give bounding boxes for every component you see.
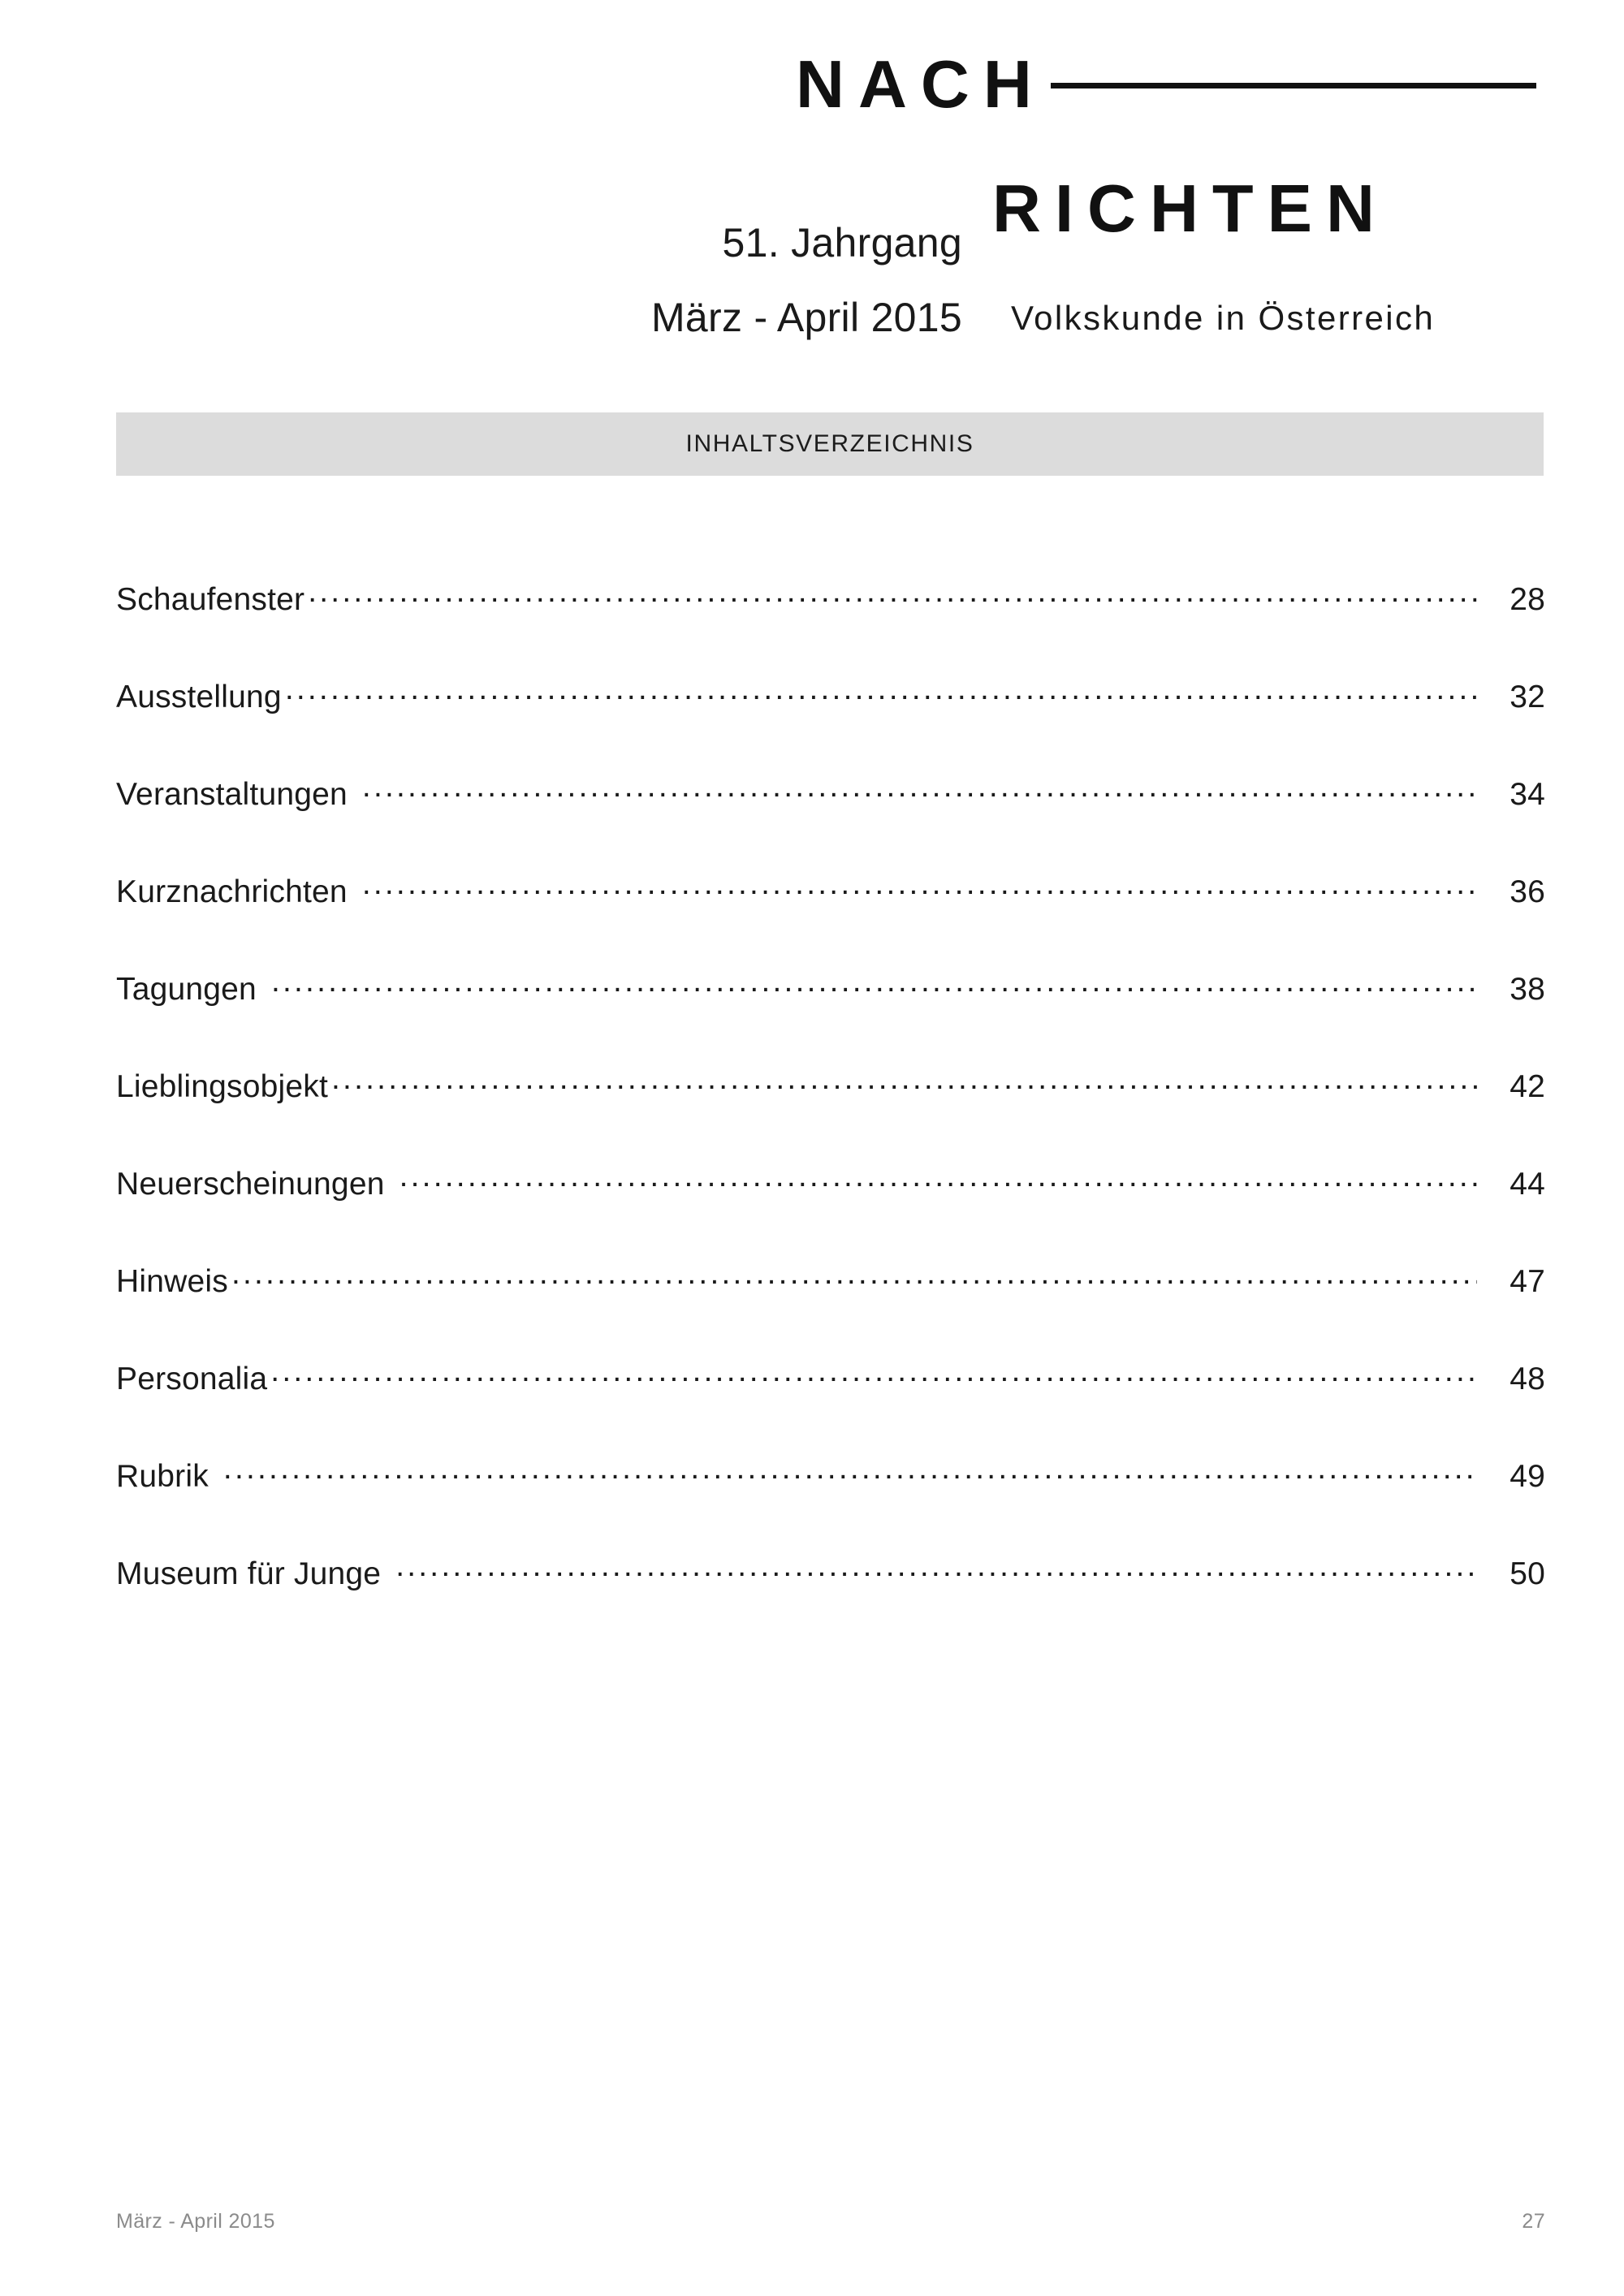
- toc-entry-page: 47: [1510, 1264, 1545, 1299]
- toc-entry-page: 38: [1510, 972, 1545, 1007]
- footer-issue-date: März - April 2015: [116, 2210, 275, 2233]
- masthead-subtitle: Volkskunde in Österreich: [1011, 299, 1436, 337]
- toc-entry[interactable]: [116, 1357, 1545, 1455]
- page-footer: [116, 2210, 1545, 2233]
- toc-entry[interactable]: [116, 578, 1545, 675]
- toc-leader-dots: [400, 1163, 1477, 1194]
- toc-leader-dots: [395, 1552, 1477, 1584]
- section-header-label: INHALTSVERZEICHNIS: [685, 430, 974, 457]
- toc-entry-title: Personalia: [116, 1362, 268, 1396]
- toc-entry[interactable]: [116, 675, 1545, 773]
- masthead-rule: [1051, 83, 1536, 88]
- masthead-title-line2: RICHTEN: [992, 170, 1389, 246]
- toc-leader-dots: [362, 870, 1477, 902]
- footer-page-number: 27: [1522, 2210, 1545, 2233]
- table-of-contents: [116, 578, 1545, 1650]
- toc-leader-dots: [331, 1065, 1477, 1097]
- toc-entry-page: 28: [1510, 582, 1545, 617]
- toc-entry-title: Hinweis: [116, 1264, 228, 1299]
- masthead-title-row: [796, 46, 1543, 122]
- toc-entry[interactable]: [116, 773, 1545, 870]
- toc-entry-title: Tagungen: [116, 972, 257, 1007]
- masthead: [0, 0, 1624, 382]
- toc-leader-dots: [271, 968, 1477, 999]
- toc-entry-page: 34: [1510, 777, 1545, 812]
- toc-entry[interactable]: [116, 1065, 1545, 1163]
- toc-entry-page: 48: [1510, 1362, 1545, 1396]
- toc-leader-dots: [270, 1357, 1477, 1389]
- section-header-bar: [116, 412, 1544, 476]
- toc-entry[interactable]: [116, 870, 1545, 968]
- toc-entry[interactable]: [116, 1163, 1545, 1260]
- toc-entry-title: Rubrik: [116, 1459, 209, 1494]
- masthead-title-line1: NACH: [796, 46, 1046, 122]
- toc-entry-page: 44: [1510, 1167, 1545, 1202]
- toc-entry-title: Lieblingsobjekt: [116, 1069, 329, 1104]
- toc-entry-page: 36: [1510, 874, 1545, 909]
- toc-entry-page: 49: [1510, 1459, 1545, 1494]
- toc-entry-page: 42: [1510, 1069, 1545, 1104]
- masthead-issue-date: März - April 2015: [650, 295, 962, 340]
- masthead-volume: 51. Jahrgang: [722, 220, 962, 265]
- toc-leader-dots: [231, 1260, 1477, 1292]
- toc-entry[interactable]: [116, 1260, 1545, 1357]
- toc-entry-title: Neuerscheinungen: [116, 1167, 385, 1202]
- toc-leader-dots: [362, 773, 1477, 805]
- toc-leader-dots: [223, 1455, 1477, 1487]
- toc-entry-page: 50: [1510, 1556, 1545, 1591]
- toc-entry-title: Museum für Junge: [116, 1556, 382, 1591]
- toc-leader-dots: [285, 675, 1477, 707]
- toc-entry[interactable]: [116, 968, 1545, 1065]
- toc-entry-title: Veranstaltungen: [116, 777, 348, 812]
- toc-entry-title: Kurznachrichten: [116, 874, 348, 909]
- toc-entry-page: 32: [1510, 680, 1545, 714]
- toc-entry[interactable]: [116, 1552, 1545, 1650]
- toc-entry-title: Schaufenster: [116, 582, 305, 617]
- toc-leader-dots: [308, 578, 1477, 610]
- toc-entry-title: Ausstellung: [116, 680, 282, 714]
- toc-entry[interactable]: [116, 1455, 1545, 1552]
